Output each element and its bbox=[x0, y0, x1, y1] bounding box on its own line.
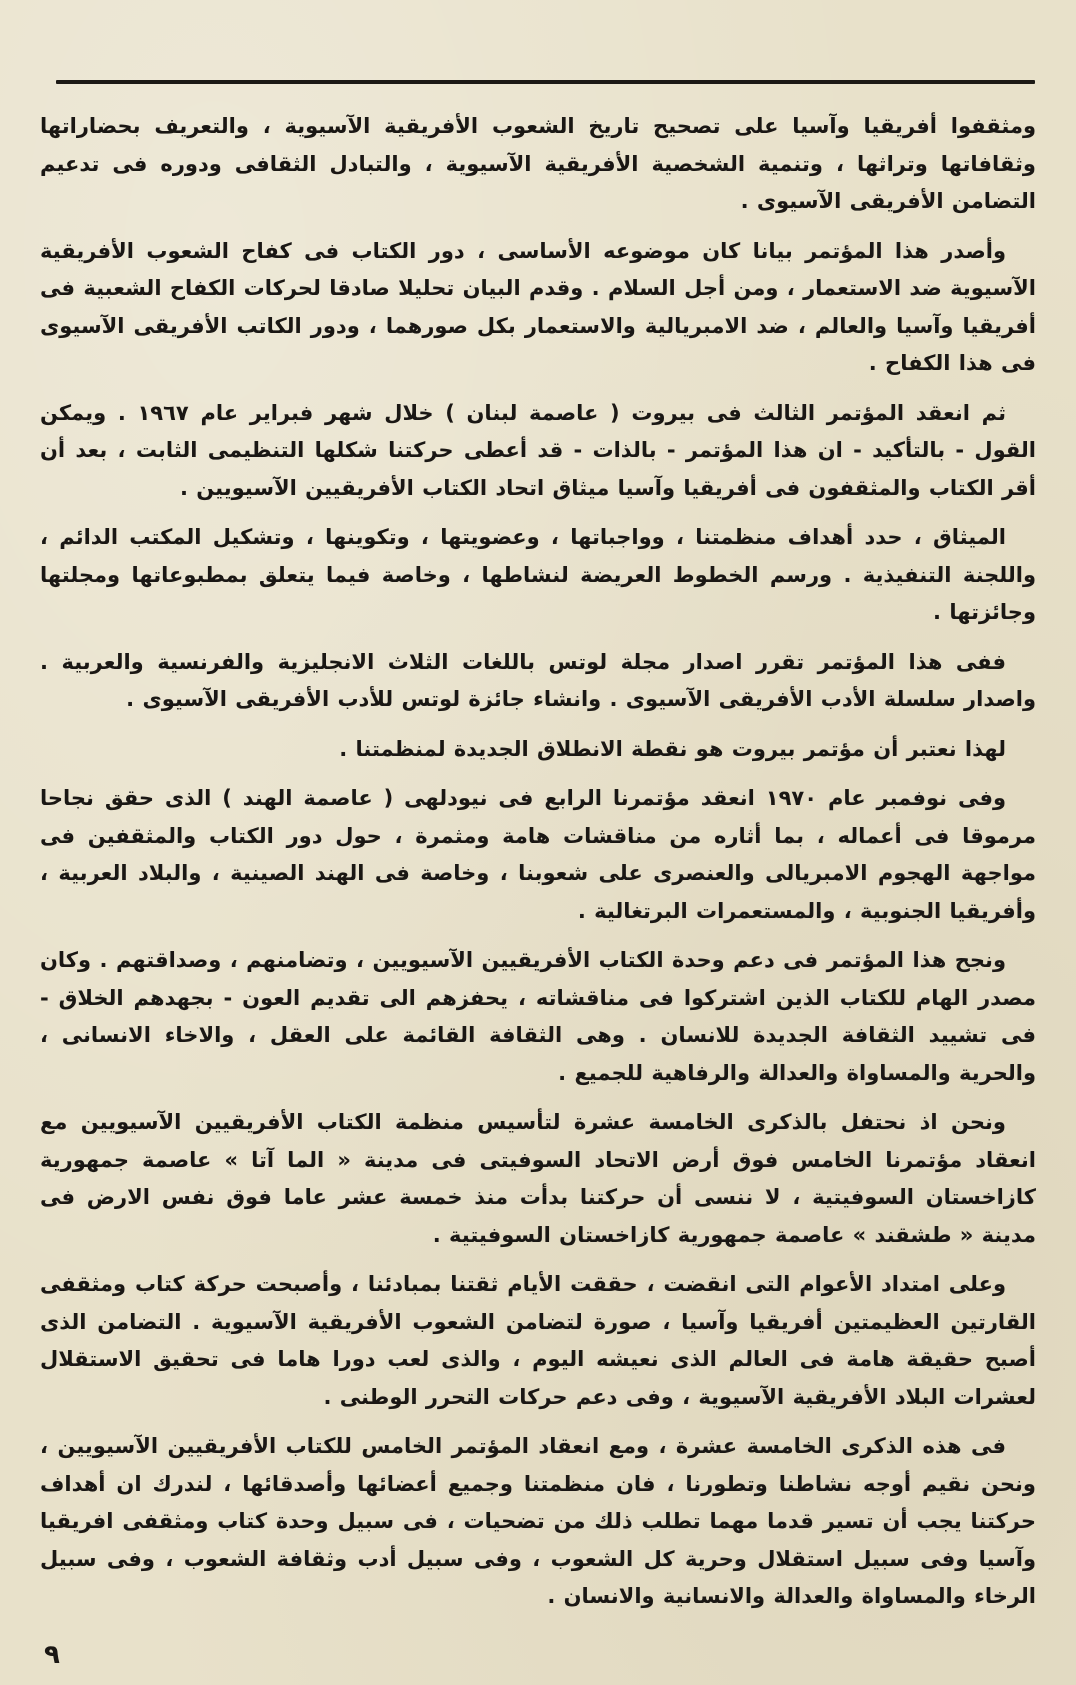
paragraph-8: ونجح هذا المؤتمر فى دعم وحدة الكتاب الأفريقيين الآسيويين ، وتضامنهم ، وصداقتهم . وكان مصدر الهام للكتاب الذين اشتركوا فى مناقشاته ، يحفزهم الى تقديم العون - بجهدهم الخلاق - فى تشييد الثقافة الجديدة للانسان . وهى الثقافة القائمة على العقل ، والاخاء الانسانى ، والحرية والمساواة والعدالة والرفاهية للجميع . bbox=[40, 948, 1036, 1085]
paragraph-2: وأصدر هذا المؤتمر بيانا كان موضوعه الأساسى ، دور الكتاب فى كفاح الشعوب الأفريقية الآسيوية ضد الاستعمار ، ومن أجل السلام . وقدم البيان تحليلا صادقا لحركات الكفاح الشعبية فى أفريقيا وآسيا والعالم ، ضد الامبريالية والاستعمار بكل صورهما ، ودور الكاتب الأفريقى الآسيوى فى هذا الكفاح . bbox=[40, 238, 1036, 375]
paragraph-5: ففى هذا المؤتمر تقرر اصدار مجلة لوتس باللغات الثلاث الانجليزية والفرنسية والعربية . واصدار سلسلة الأدب الأفريقى الآسيوى . وانشاء جائزة لوتس للأدب الأفريقى الآسيوى . bbox=[40, 649, 1036, 711]
body-text bbox=[40, 108, 1036, 1628]
paragraph-1: ومثقفوا أفريقيا وآسيا على تصحيح تاريخ الشعوب الأفريقية الآسيوية ، والتعريف بحضاراتها وثقافاتها وتراثها ، وتنمية الشخصية الأفريقية الآسيوية ، والتبادل الثقافى ودوره فى تدعيم التضامن الأفريقى الآسيوى . bbox=[40, 114, 1036, 213]
paragraph-10: وعلى امتداد الأعوام التى انقضت ، حققت الأيام ثقتنا بمبادئنا ، وأصبحت حركة كتاب ومثقفى القارتين العظيمتين أفريقيا وآسيا ، صورة لتضامن الشعوب الأفريقية الآسيوية . التضامن الذى أصبح حقيقة هامة فى العالم الذى نعيشه اليوم ، والذى لعب دورا هاما فى تحقيق الاستقلال لعشرات البلاد الأفريقية الآسيوية ، وفى دعم حركات التحرر الوطنى . bbox=[40, 1272, 1036, 1409]
paragraph-7: وفى نوفمبر عام ١٩٧٠ انعقد مؤتمرنا الرابع فى نيودلهى ( عاصمة الهند ) الذى حقق نجاحا مرموقا فى أعماله ، بما أثاره من مناقشات هامة ومثمرة ، حول دور الكتاب والمثقفين فى مواجهة الهجوم الامبريالى والعنصرى على شعوبنا ، وخاصة فى الهند الصينية ، والبلاد العربية ، وأفريقيا الجنوبية ، والمستعمرات البرتغالية . bbox=[40, 786, 1036, 923]
paragraph-4: الميثاق ، حدد أهداف منظمتنا ، وواجباتها ، وعضويتها ، وتكوينها ، وتشكيل المكتب الدائم ، واللجنة التنفيذية . ورسم الخطوط العريضة لنشاطها ، وخاصة فيما يتعلق بمطبوعاتها ومجلتها وجائزتها . bbox=[40, 525, 1036, 624]
paragraph-3: ثم انعقد المؤتمر الثالث فى بيروت ( عاصمة لبنان ) خلال شهر فبراير عام ١٩٦٧ . ويمكن القول - بالتأكيد - ان هذا المؤتمر - بالذات - قد أعطى حركتنا شكلها التنظيمى الثابت ، بعد أن أقر الكتاب والمثقفون فى أفريقيا وآسيا ميثاق اتحاد الكتاب الأفريقيين الآسيويين . bbox=[40, 400, 1036, 500]
page-number: ٩ bbox=[44, 1640, 60, 1670]
paragraph-9: ونحن اذ نحتفل بالذكرى الخامسة عشرة لتأسيس منظمة الكتاب الأفريقيين الآسيويين مع انعقاد مؤتمرنا الخامس فوق أرض الاتحاد السوفيتى فى مدينة « الما آتا » عاصمة جمهورية كازاخستان السوفيتية ، لا ننسى أن حركتنا بدأت منذ خمسة عشر عاما فوق نفس الارض فى مدينة « طشقند » عاصمة جمهورية كازاخستان السوفيتية . bbox=[40, 1110, 1036, 1247]
paragraph-6: لهذا نعتبر أن مؤتمر بيروت هو نقطة الانطلاق الجديدة لمنظمتنا . bbox=[339, 736, 1006, 761]
paragraph-11: فى هذه الذكرى الخامسة عشرة ، ومع انعقاد المؤتمر الخامس للكتاب الأفريقيين الآسيويين ، ونحن نقيم أوجه نشاطنا وتطورنا ، فان منظمتنا وجميع أعضائها وأصدقائها ، لندرك ان أهداف حركتنا يجب أن تسير قدما مهما تطلب ذلك من تضحيات ، فى سبيل وحدة كتاب ومثقفى افريقيا وآسيا وفى سبيل استقلال وحرية كل الشعوب ، وفى سبيل أدب وثقافة الشعوب ، وفى سبيل الرخاء والمساواة والعدالة والانسانية والانسان . bbox=[40, 1434, 1036, 1608]
top-rule bbox=[56, 80, 1035, 84]
